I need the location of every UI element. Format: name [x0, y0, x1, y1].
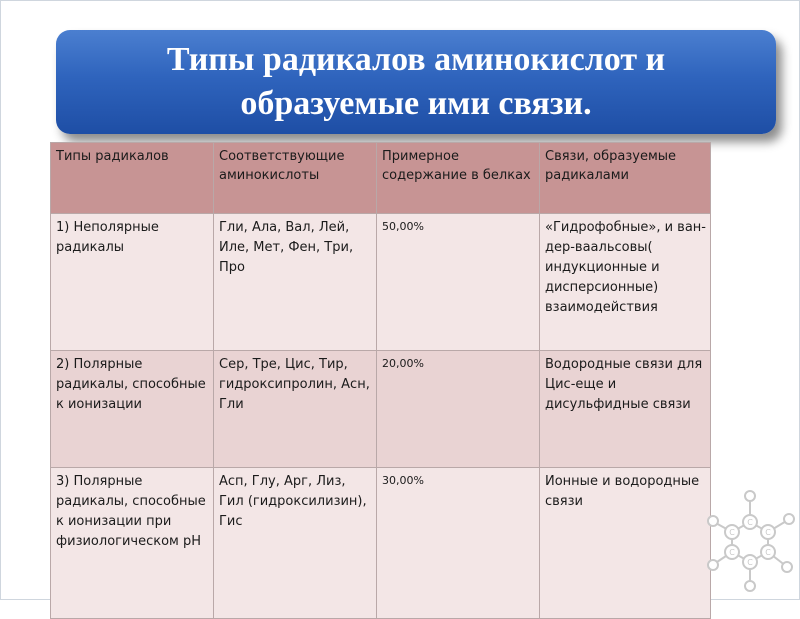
cell-radical-type: 1) Неполярные радикалы — [51, 214, 214, 351]
atom-label: C — [729, 528, 735, 537]
atom-label: C — [765, 528, 771, 537]
cell-percent: 20,00% — [377, 351, 540, 468]
atom-label: C — [765, 548, 771, 557]
cell-percent: 30,00% — [377, 468, 540, 619]
table-row — [51, 351, 711, 468]
cell-percent: 50,00% — [377, 214, 540, 351]
header-radical-types: Типы радикалов — [51, 143, 214, 214]
cell-amino-acids: Гли, Ала, Вал, Лей, Иле, Мет, Фен, Три, Про — [214, 214, 377, 351]
cell-radical-type: 3) Полярные радикалы, способные к ионизации при физиологическом рН — [51, 468, 214, 619]
header-bonds: Связи, образуемые радикалами — [540, 143, 711, 214]
atom-label: C — [747, 558, 753, 567]
slide-title — [147, 38, 685, 126]
table-header-row — [51, 143, 711, 214]
cell-bonds: «Гидрофобные», и ван-дер-ваальсовы( индукционные и дисперсионные) взаимодействия — [540, 214, 711, 351]
header-amino-acids: Соответствующие аминокислоты — [214, 143, 377, 214]
cell-bonds: Водородные связи для Цис-еще и дисульфидные связи — [540, 351, 711, 468]
atom-label: C — [729, 548, 735, 557]
cell-amino-acids: Асп, Глу, Арг, Лиз, Гил (гидроксилизин), Гис — [214, 468, 377, 619]
atom-label: C — [747, 518, 753, 527]
cell-bonds: Ионные и водородные связи — [540, 468, 711, 619]
table-row — [51, 214, 711, 351]
cell-amino-acids: Сер, Тре, Цис, Тир, гидроксипролин, Асн, Гли — [214, 351, 377, 468]
cell-radical-type: 2) Полярные радикалы, способные к ионизации — [51, 351, 214, 468]
header-content-percent: Примерное содержание в белках — [377, 143, 540, 214]
title-banner — [56, 30, 776, 134]
molecule-icon — [702, 480, 798, 598]
amino-acid-radicals-table — [50, 142, 711, 619]
slide-title-line-1: Типы радикалов аминокислот и — [166, 41, 666, 78]
table-row — [51, 468, 711, 619]
slide-title-line-2: образуемые ими связи. — [240, 85, 592, 122]
